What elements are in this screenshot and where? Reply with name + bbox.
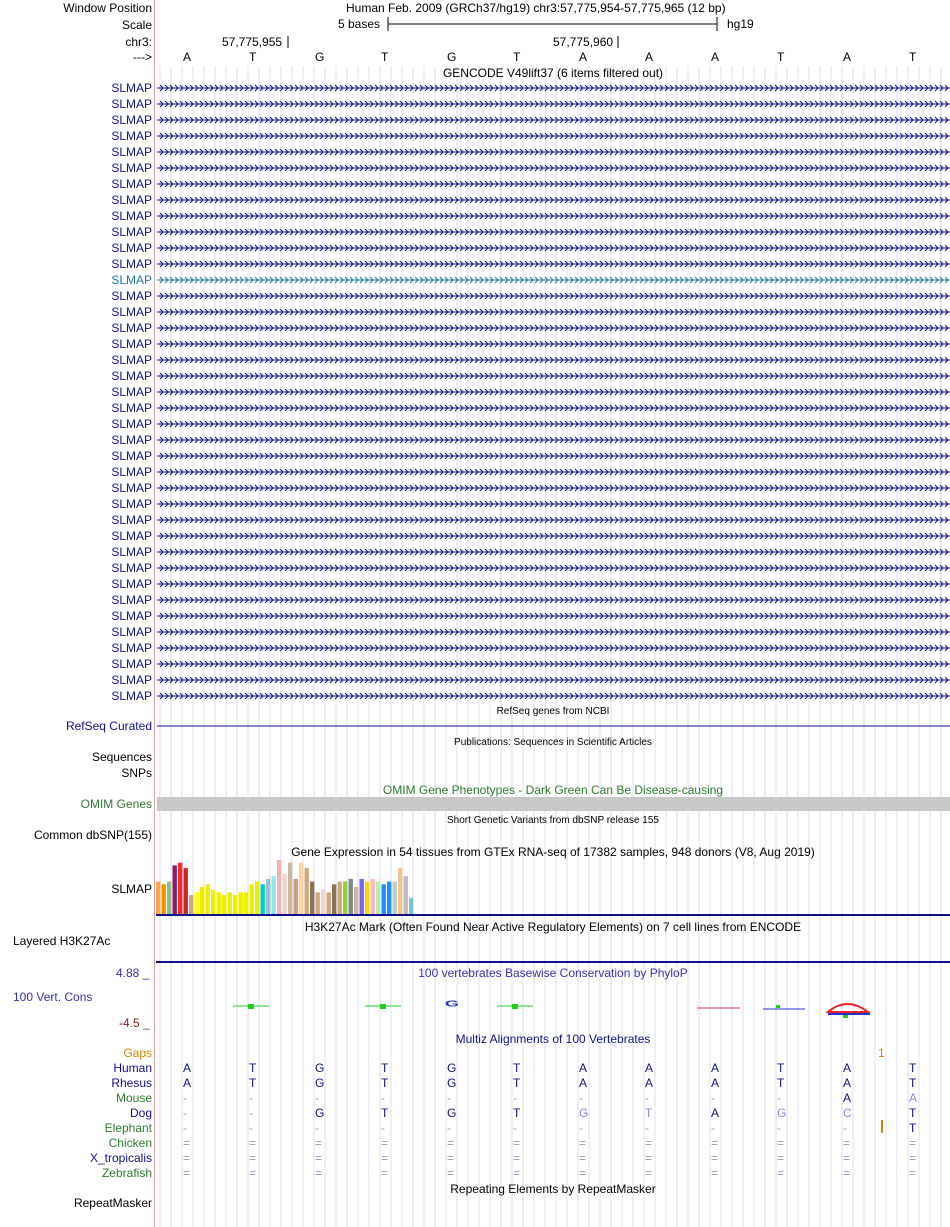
- alignment-base: A: [909, 1091, 918, 1105]
- gencode-gene-label[interactable]: SLMAP: [111, 97, 152, 111]
- base-10: A: [843, 50, 852, 64]
- gencode-gene-label[interactable]: SLMAP: [111, 209, 152, 223]
- dbsnp-track-title[interactable]: Short Genetic Variants from dbSNP release 155: [447, 815, 659, 826]
- alignment-base: T: [381, 1076, 389, 1090]
- alignment-base: =: [777, 1166, 785, 1180]
- alignment-base: -: [183, 1121, 187, 1135]
- gtex-tissue-bar: [162, 884, 166, 914]
- gencode-gene-label[interactable]: SLMAP: [111, 609, 152, 623]
- alignment-base: A: [645, 1076, 654, 1090]
- gtex-tissue-bar: [178, 863, 182, 914]
- gencode-gene-label[interactable]: SLMAP: [111, 353, 152, 367]
- gtex-tissue-bar: [387, 882, 391, 914]
- cons-ymax: 4.88 _: [116, 966, 150, 980]
- alignment-base: -: [513, 1121, 517, 1135]
- alignment-base: =: [843, 1136, 851, 1150]
- alignment-base: G: [447, 1061, 457, 1075]
- gencode-gene-label[interactable]: SLMAP: [111, 305, 152, 319]
- alignment-base: =: [447, 1136, 455, 1150]
- gencode-gene-label[interactable]: SLMAP: [111, 81, 152, 95]
- alignment-base: A: [711, 1076, 720, 1090]
- alignment-base: =: [381, 1136, 389, 1150]
- gtex-tissue-bar: [321, 890, 325, 914]
- gencode-track-title[interactable]: GENCODE V49lift37 (6 items filtered out): [442, 66, 664, 80]
- alignment-base: -: [711, 1091, 715, 1105]
- gencode-gene-label[interactable]: SLMAP: [111, 369, 152, 383]
- alignment-base: T: [249, 1061, 257, 1075]
- gencode-gene-label[interactable]: SLMAP: [111, 513, 152, 527]
- alignment-base: A: [183, 1076, 192, 1090]
- position-tick-1: 57,775,955: [222, 35, 283, 49]
- alignment-base: G: [777, 1106, 787, 1120]
- gtex-tissue-bar: [343, 882, 347, 914]
- gencode-gene-label[interactable]: SLMAP: [111, 177, 152, 191]
- gtex-tissue-bar: [250, 884, 254, 914]
- alignment-base: -: [777, 1091, 781, 1105]
- gtex-tissue-bar: [327, 892, 331, 914]
- alignment-base: =: [843, 1166, 851, 1180]
- alignment-base: A: [711, 1061, 720, 1075]
- alignment-base: =: [645, 1136, 653, 1150]
- gtex-tissue-bar: [305, 868, 309, 914]
- base-5: T: [513, 50, 521, 64]
- gtex-tissue-bar: [283, 874, 287, 915]
- gtex-tissue-bar: [244, 892, 248, 914]
- publications-track-title[interactable]: Publications: Sequences in Scientific Articles: [454, 737, 652, 748]
- gtex-tissue-bar: [272, 876, 276, 914]
- gencode-gene-label[interactable]: SLMAP: [111, 497, 152, 511]
- gtex-tissue-bar: [376, 882, 380, 914]
- alignment-base: G: [579, 1106, 589, 1120]
- base-2: G: [315, 50, 325, 64]
- cons-score-mark: [248, 1004, 254, 1009]
- alignment-base: =: [249, 1151, 257, 1165]
- base-0: A: [183, 50, 192, 64]
- gencode-gene-label[interactable]: SLMAP: [111, 449, 152, 463]
- omim-bar: [157, 797, 950, 811]
- refseq-track-title[interactable]: RefSeq genes from NCBI: [496, 706, 610, 717]
- alignment-base: =: [645, 1151, 653, 1165]
- species-label-mouse[interactable]: Mouse: [115, 1091, 152, 1105]
- alignment-base: -: [183, 1091, 187, 1105]
- alignment-base: =: [513, 1151, 521, 1165]
- gtex-tissue-bar: [299, 863, 303, 914]
- gencode-gene-label[interactable]: SLMAP: [111, 161, 152, 175]
- gencode-gene-label[interactable]: SLMAP: [111, 561, 152, 575]
- gencode-gene-label[interactable]: SLMAP: [111, 465, 152, 479]
- gtex-tissue-bar: [222, 895, 226, 914]
- alignment-base: C: [843, 1106, 852, 1120]
- base-11: T: [909, 50, 917, 64]
- alignment-base: =: [315, 1166, 323, 1180]
- cons-score-mark: [512, 1004, 518, 1009]
- gencode-gene-label[interactable]: SLMAP: [111, 593, 152, 607]
- alignment-base: T: [777, 1061, 785, 1075]
- gencode-gene-label[interactable]: SLMAP: [111, 241, 152, 255]
- gtex-tissue-bar: [398, 868, 402, 914]
- alignment-base: A: [579, 1076, 588, 1090]
- alignment-base: A: [843, 1091, 852, 1105]
- species-label-dog[interactable]: Dog: [129, 1106, 152, 1120]
- gtex-tissue-bar: [156, 882, 160, 914]
- alignment-base: =: [513, 1136, 521, 1150]
- alignment-base: -: [315, 1121, 319, 1135]
- gencode-gene-label[interactable]: SLMAP: [111, 577, 152, 591]
- gencode-gene-label[interactable]: SLMAP: [111, 289, 152, 303]
- strand-label[interactable]: --->: [133, 50, 152, 64]
- gtex-tissue-bar: [316, 892, 320, 914]
- gencode-gene-label[interactable]: SLMAP: [111, 385, 152, 399]
- base-9: T: [777, 50, 785, 64]
- alignment-base: =: [315, 1151, 323, 1165]
- cons-score-mark: [380, 1004, 386, 1009]
- gtex-tissue-bar: [365, 882, 369, 914]
- alignment-base: A: [645, 1061, 654, 1075]
- alignment-base: =: [579, 1166, 587, 1180]
- alignment-base: T: [381, 1106, 389, 1120]
- alignment-base: T: [513, 1106, 521, 1120]
- position-tick-2: 57,775,960: [553, 35, 614, 49]
- species-label-chicken[interactable]: Chicken: [108, 1136, 152, 1150]
- gap-marker: 1: [878, 1046, 885, 1060]
- gtex-tissue-bar: [349, 879, 353, 914]
- gencode-gene-label[interactable]: SLMAP: [111, 417, 152, 431]
- refseq-label[interactable]: RefSeq Curated: [65, 719, 152, 733]
- alignment-base: -: [447, 1121, 451, 1135]
- gtex-tissue-bar: [173, 865, 177, 914]
- gtex-tissue-bar: [261, 884, 265, 914]
- publications-label-snps[interactable]: SNPs: [121, 766, 152, 780]
- h3k27ac-track-title[interactable]: H3K27Ac Mark (Often Found Near Active Regulatory Elements) on 7 cell lines from ENCODE: [304, 920, 802, 934]
- alignment-base: G: [447, 1106, 457, 1120]
- alignment-base: T: [909, 1061, 917, 1075]
- alignment-base: =: [183, 1151, 191, 1165]
- alignment-base: T: [777, 1076, 785, 1090]
- alignment-base: G: [315, 1076, 325, 1090]
- alignment-base: =: [447, 1151, 455, 1165]
- cons-score-mark: [843, 1015, 848, 1018]
- gtex-tissue-bar: [371, 879, 375, 914]
- gencode-gene-label[interactable]: SLMAP: [111, 529, 152, 543]
- gencode-gene-label[interactable]: SLMAP: [111, 641, 152, 655]
- window-position-value[interactable]: Human Feb. 2009 (GRCh37/hg19) chr3:57,775,954-57,775,965 (12 bp): [346, 1, 726, 15]
- gencode-gene-label[interactable]: SLMAP: [111, 321, 152, 335]
- cons-label[interactable]: 100 Vert. Cons: [13, 990, 93, 1004]
- alignment-base: =: [249, 1136, 257, 1150]
- repeatmasker-label[interactable]: RepeatMasker: [73, 1196, 152, 1210]
- omim-label[interactable]: OMIM Genes: [80, 797, 152, 811]
- alignment-base: T: [513, 1061, 521, 1075]
- alignment-base: A: [183, 1061, 192, 1075]
- alignment-base: -: [843, 1121, 847, 1135]
- cons-score-mark: [776, 1005, 780, 1008]
- gencode-gene-label[interactable]: SLMAP: [111, 129, 152, 143]
- alignment-base: T: [381, 1061, 389, 1075]
- species-label-human[interactable]: Human: [113, 1061, 152, 1075]
- alignment-base: A: [711, 1106, 720, 1120]
- base-1: T: [249, 50, 257, 64]
- gtex-track-title[interactable]: Gene Expression in 54 tissues from GTEx RNA-seq of 17382 samples, 948 donors (V8, Aug 2019): [291, 845, 815, 859]
- dbsnp-label[interactable]: Common dbSNP(155): [33, 828, 152, 842]
- gencode-gene-label[interactable]: SLMAP: [111, 337, 152, 351]
- cons-ymin: -4.5 _: [119, 1016, 150, 1030]
- alignment-base: =: [579, 1136, 587, 1150]
- alignment-base: -: [645, 1121, 649, 1135]
- base-4: G: [447, 50, 457, 64]
- alignment-base: -: [315, 1091, 319, 1105]
- gaps-label[interactable]: Gaps: [123, 1046, 152, 1060]
- gencode-gene-label[interactable]: SLMAP: [111, 401, 152, 415]
- alignment-base: -: [183, 1106, 187, 1120]
- alignment-base: -: [777, 1121, 781, 1135]
- gtex-tissue-bar: [195, 892, 199, 914]
- gencode-gene-label[interactable]: SLMAP: [111, 545, 152, 559]
- chrom-label: chr3:: [125, 35, 152, 49]
- alignment-base: =: [447, 1166, 455, 1180]
- gtex-tissue-bar: [294, 879, 298, 914]
- alignment-base: T: [645, 1106, 653, 1120]
- alignment-base: =: [645, 1166, 653, 1180]
- cons-logo-G: G: [445, 999, 459, 1009]
- omim-track-title[interactable]: OMIM Gene Phenotypes - Dark Green Can Be Disease-causing: [382, 783, 724, 797]
- alignment-base: T: [249, 1076, 257, 1090]
- gencode-gene-label[interactable]: SLMAP: [111, 113, 152, 127]
- gencode-gene-label[interactable]: SLMAP: [111, 625, 152, 639]
- gtex-tissue-bar: [354, 887, 358, 914]
- gap-bar: [881, 1120, 883, 1133]
- gtex-tissue-bar: [228, 892, 232, 914]
- gtex-tissue-bar: [360, 879, 364, 914]
- gtex-tissue-bar: [338, 882, 342, 914]
- gencode-gene-label[interactable]: SLMAP: [111, 193, 152, 207]
- alignment-base: A: [579, 1061, 588, 1075]
- alignment-base: =: [909, 1136, 917, 1150]
- cons-logo-A: [828, 1004, 868, 1012]
- gtex-label[interactable]: SLMAP: [111, 882, 152, 896]
- gtex-tissue-bar: [189, 895, 193, 914]
- alignment-base: A: [843, 1061, 852, 1075]
- gtex-tissue-bar: [200, 887, 204, 914]
- gencode-gene-label[interactable]: SLMAP: [111, 673, 152, 687]
- alignment-base: -: [579, 1091, 583, 1105]
- alignment-base: =: [909, 1151, 917, 1165]
- alignment-base: -: [645, 1091, 649, 1105]
- scale-text: 5 bases: [338, 17, 381, 31]
- alignment-base: =: [777, 1151, 785, 1165]
- h3k27ac-label[interactable]: Layered H3K27Ac: [13, 934, 111, 948]
- repeatmasker-track-title[interactable]: Repeating Elements by RepeatMasker: [450, 1182, 656, 1196]
- gtex-tissue-bar: [206, 884, 210, 914]
- gtex-tissue-bar: [217, 892, 221, 914]
- alignment-base: =: [777, 1136, 785, 1150]
- alignment-base: A: [843, 1076, 852, 1090]
- alignment-base: =: [183, 1136, 191, 1150]
- alignment-base: -: [249, 1091, 253, 1105]
- alignment-base: -: [381, 1091, 385, 1105]
- gencode-gene-label[interactable]: SLMAP: [111, 225, 152, 239]
- species-label-elephant[interactable]: Elephant: [104, 1121, 152, 1135]
- alignment-base: -: [447, 1091, 451, 1105]
- cons-track-title[interactable]: 100 vertebrates Basewise Conservation by PhyloP: [418, 966, 688, 980]
- gtex-tissue-bar: [211, 890, 215, 914]
- alignment-base: T: [909, 1076, 917, 1090]
- alignment-base: =: [183, 1166, 191, 1180]
- alignment-base: -: [249, 1106, 253, 1120]
- alignment-base: =: [381, 1151, 389, 1165]
- gtex-tissue-bar: [288, 863, 292, 914]
- alignment-base: =: [381, 1166, 389, 1180]
- base-3: T: [381, 50, 389, 64]
- alignment-base: G: [315, 1106, 325, 1120]
- gtex-tissue-bar: [266, 879, 270, 914]
- gtex-tissue-bar: [233, 895, 237, 914]
- alignment-base: T: [513, 1076, 521, 1090]
- alignment-base: =: [315, 1136, 323, 1150]
- gtex-tissue-bar: [332, 884, 336, 914]
- gencode-gene-label[interactable]: SLMAP: [111, 657, 152, 671]
- alignment-base: -: [249, 1121, 253, 1135]
- base-7: A: [645, 50, 654, 64]
- species-label-zebrafish[interactable]: Zebrafish: [101, 1166, 152, 1180]
- gtex-tissue-bar: [167, 882, 171, 914]
- alignment-base: T: [909, 1121, 917, 1135]
- gtex-tissue-bar: [239, 892, 243, 914]
- alignment-base: =: [579, 1151, 587, 1165]
- gencode-gene-label[interactable]: SLMAP: [111, 145, 152, 159]
- alignment-base: G: [447, 1076, 457, 1090]
- scale-label: Scale: [121, 18, 152, 32]
- alignment-base: -: [711, 1121, 715, 1135]
- species-label-x_tropicalis[interactable]: X_tropicalis: [89, 1151, 152, 1165]
- base-6: A: [579, 50, 588, 64]
- gencode-gene-label[interactable]: SLMAP: [111, 273, 152, 287]
- gencode-gene-label[interactable]: SLMAP: [111, 257, 152, 271]
- gencode-gene-label[interactable]: SLMAP: [111, 433, 152, 447]
- gtex-tissue-bar: [382, 884, 386, 914]
- alignment-base: =: [843, 1151, 851, 1165]
- gtex-tissue-bar: [393, 882, 397, 914]
- alignment-base: =: [249, 1166, 257, 1180]
- gencode-gene-label[interactable]: SLMAP: [111, 689, 152, 703]
- gtex-tissue-bar: [409, 898, 413, 914]
- alignment-base: =: [711, 1151, 719, 1165]
- gtex-tissue-bar: [255, 882, 259, 914]
- alignment-base: -: [579, 1121, 583, 1135]
- gtex-tissue-bar: [277, 860, 281, 914]
- species-label-rhesus[interactable]: Rhesus: [111, 1076, 152, 1090]
- scale-assembly: hg19: [727, 17, 754, 31]
- alignment-base: T: [909, 1106, 917, 1120]
- alignment-base: -: [381, 1121, 385, 1135]
- multiz-track-title[interactable]: Multiz Alignments of 100 Vertebrates: [455, 1032, 651, 1046]
- gencode-gene-label[interactable]: SLMAP: [111, 481, 152, 495]
- alignment-base: =: [711, 1136, 719, 1150]
- alignment-base: =: [711, 1166, 719, 1180]
- gtex-tissue-bar: [184, 868, 188, 914]
- gtex-tissue-bar: [310, 882, 314, 914]
- base-8: A: [711, 50, 720, 64]
- alignment-base: =: [909, 1166, 917, 1180]
- alignment-base: =: [513, 1166, 521, 1180]
- publications-label-sequences[interactable]: Sequences: [91, 750, 152, 764]
- gtex-tissue-bar: [404, 876, 408, 914]
- alignment-base: G: [315, 1061, 325, 1075]
- window-position-label: Window Position: [63, 1, 152, 15]
- alignment-base: -: [513, 1091, 517, 1105]
